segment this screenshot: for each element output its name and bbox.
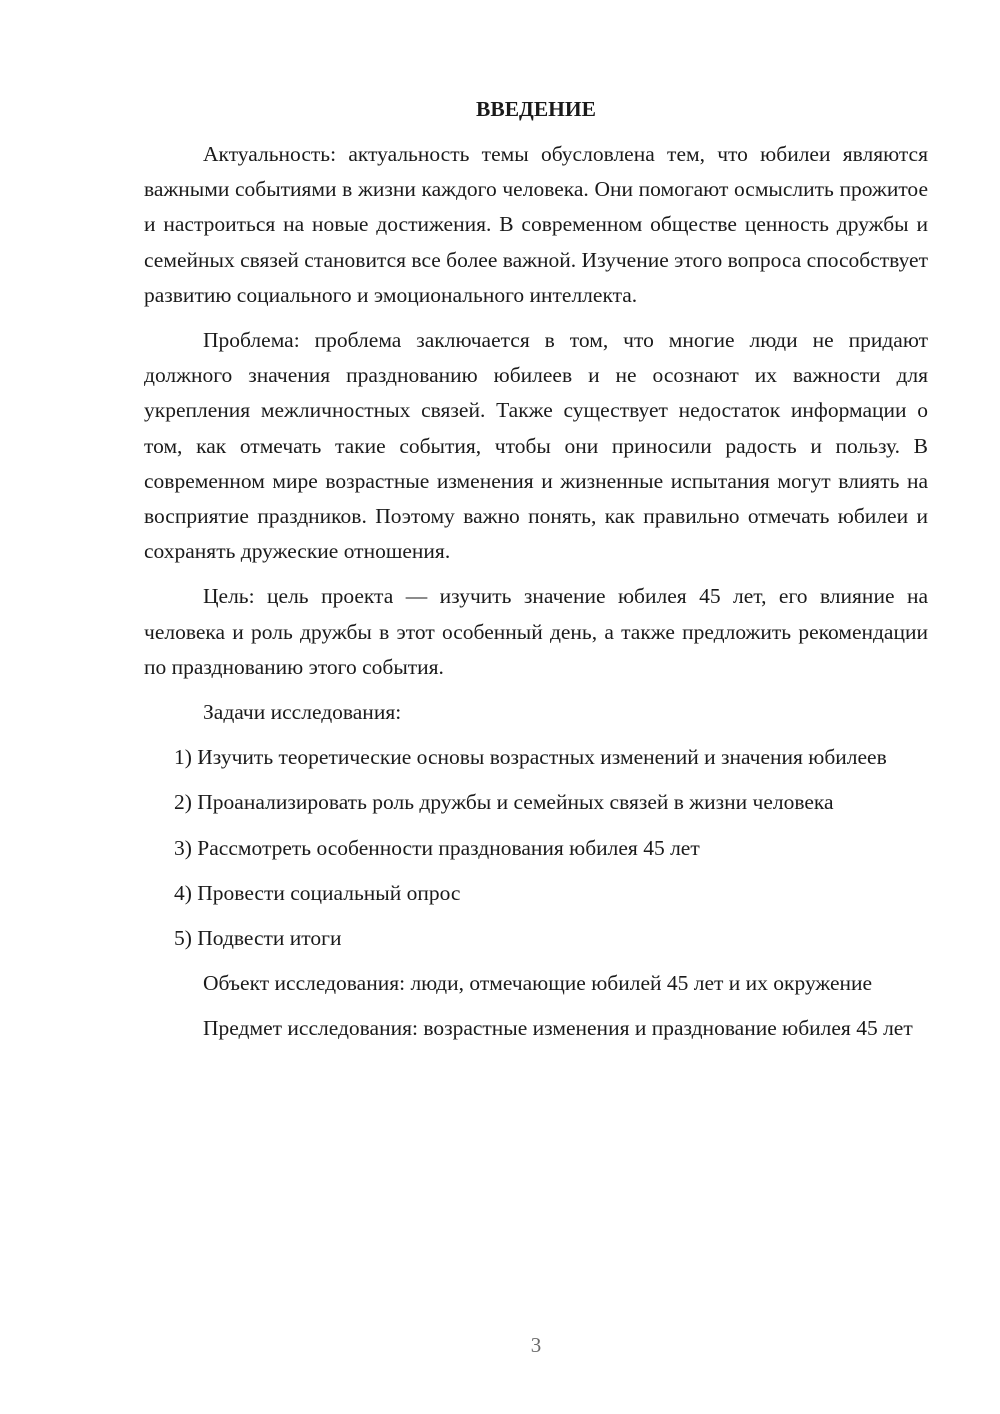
- page-title: ВВЕДЕНИЕ: [476, 97, 596, 121]
- paragraph-subject: Предмет исследования: возрастные изменения и празднование юбилея 45 лет: [203, 1016, 913, 1041]
- paragraph-problem: Проблема: проблема заключается в том, что многие люди не придают должного значения празднованию юбилеев и не осознают их важности для укрепления межличностных связей. Также существует недостаток информации о том, как отмечать такие события, чтобы они приносили радость и пользу. В современном мире возрастные изменения и жизненные испытания могут влиять на восприятие праздников. Поэтому важно понять, как правильно отмечать юбилеи и сохранять дружеские отношения.: [144, 328, 928, 564]
- paragraph-relevance: Актуальность: актуальность темы обусловлена тем, что юбилеи являются важными событиями в жизни каждого человека. Они помогают осмыслить прожитое и настроиться на новые достижения. В современном обществе ценность дружбы и семейных связей становится все более важной. Изучение этого вопроса способствует развитию социального и эмоционального интеллекта.: [144, 142, 928, 307]
- tasks-title: Задачи исследования:: [203, 700, 402, 725]
- task-item-3: 3) Рассмотреть особенности празднования юбилея 45 лет: [174, 835, 700, 860]
- paragraph-goal: Цель: цель проекта — изучить значение юбилея 45 лет, его влияние на человека и роль дружбы в этот особенный день, а также предложить рекомендации по празднованию этого события.: [144, 584, 928, 679]
- page-number: 3: [530, 1333, 542, 1357]
- paragraph-object: Объект исследования: люди, отмечающие юбилей 45 лет и их окружение: [203, 971, 873, 996]
- task-item-5: 5) Подвести итоги: [174, 926, 342, 951]
- task-item-1: 1) Изучить теоретические основы возрастных изменений и значения юбилеев: [174, 745, 887, 770]
- task-item-4: 4) Провести социальный опрос: [174, 880, 461, 905]
- page-content: [144, 92, 928, 1047]
- task-item-2: 2) Проанализировать роль дружбы и семейных связей в жизни человека: [174, 790, 834, 815]
